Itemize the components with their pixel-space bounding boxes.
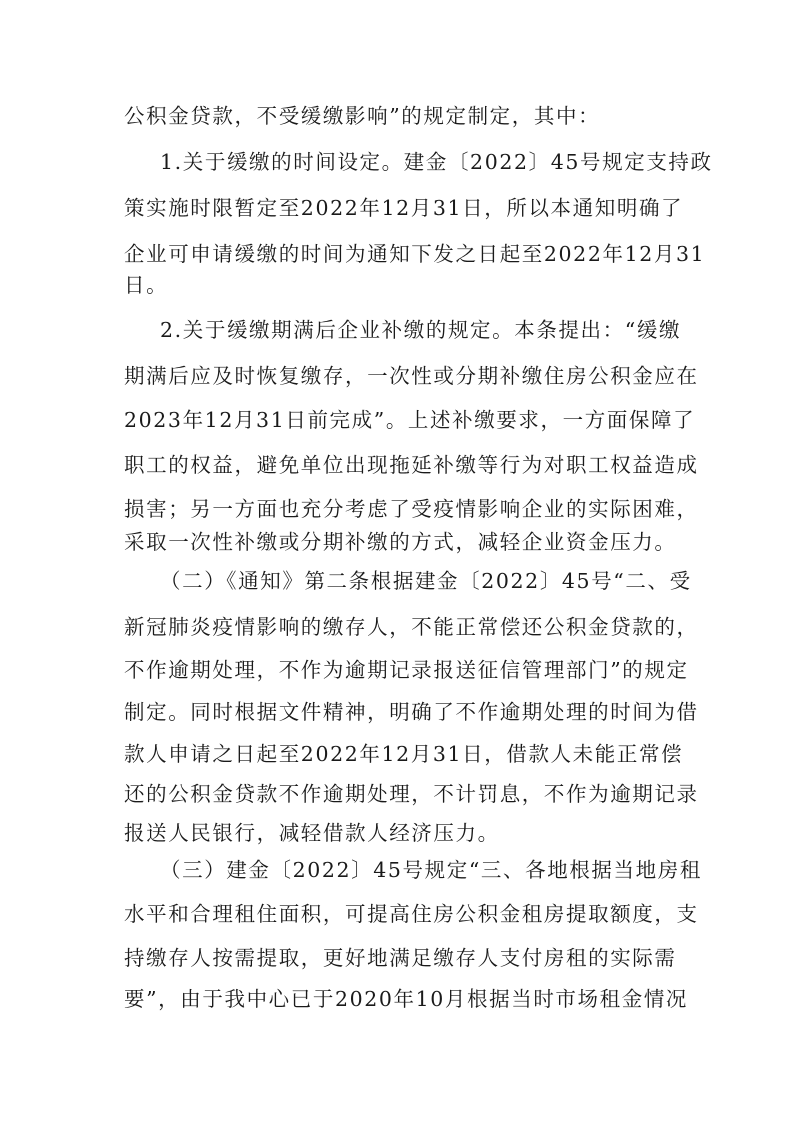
text-line: （二）《通知》第二条根据建金〔2022〕45号“二、受 xyxy=(160,569,692,593)
text-line: 职工的权益，避免单位出现拖延补缴等行为对职工权益造成 xyxy=(124,453,699,477)
text-line: 不作逾期处理，不作为逾期记录报送征信管理部门”的规定 xyxy=(124,658,689,682)
text-line: 持缴存人按需提取，更好地满足缴存人支付房租的实际需 xyxy=(124,946,677,970)
text-line: 2.关于缓缴期满后企业补缴的规定。本条提出：“缓缴 xyxy=(160,318,682,342)
text-line: 损害；另一方面也充分考虑了受疫情影响企业的实际困难， xyxy=(124,497,699,521)
text-line: 还的公积金贷款不作逾期处理，不计罚息，不作为逾期记录 xyxy=(124,782,699,806)
text-line: 新冠肺炎疫情影响的缴存人，不能正常偿还公积金贷款的， xyxy=(124,615,699,639)
text-line: 公积金贷款，不受缓缴影响”的规定制定，其中： xyxy=(124,104,601,128)
text-line: 期满后应及时恢复缴存，一次性或分期补缴住房公积金应在 xyxy=(124,364,699,388)
text-line: 企业可申请缓缴的时间为通知下发之日起至2022年12月31 xyxy=(124,242,706,266)
text-line: 1.关于缓缴的时间设定。建金〔2022〕45号规定支持政 xyxy=(160,150,713,174)
text-line: 要”，由于我中心已于2020年10月根据当时市场租金情况 xyxy=(124,987,689,1011)
text-line: 水平和合理租住面积，可提高住房公积金租房提取额度，支 xyxy=(124,902,699,926)
text-line: 采取一次性补缴或分期补缴的方式，减轻企业资金压力。 xyxy=(124,530,677,554)
text-line: （三）建金〔2022〕45号规定“三、各地根据当地房租 xyxy=(160,858,702,882)
text-line: 制定。同时根据文件精神，明确了不作逾期处理的时间为借 xyxy=(124,700,699,724)
text-line: 日。 xyxy=(124,273,169,297)
text-line: 2023年12月31日前完成”。上述补缴要求，一方面保障了 xyxy=(124,408,696,432)
text-line: 款人申请之日起至2022年12月31日，借款人未能正常偿 xyxy=(124,742,684,766)
text-line: 策实施时限暂定至2022年12月31日，所以本通知明确了 xyxy=(124,196,684,220)
text-line: 报送人民银行，减轻借款人经济压力。 xyxy=(124,821,500,845)
